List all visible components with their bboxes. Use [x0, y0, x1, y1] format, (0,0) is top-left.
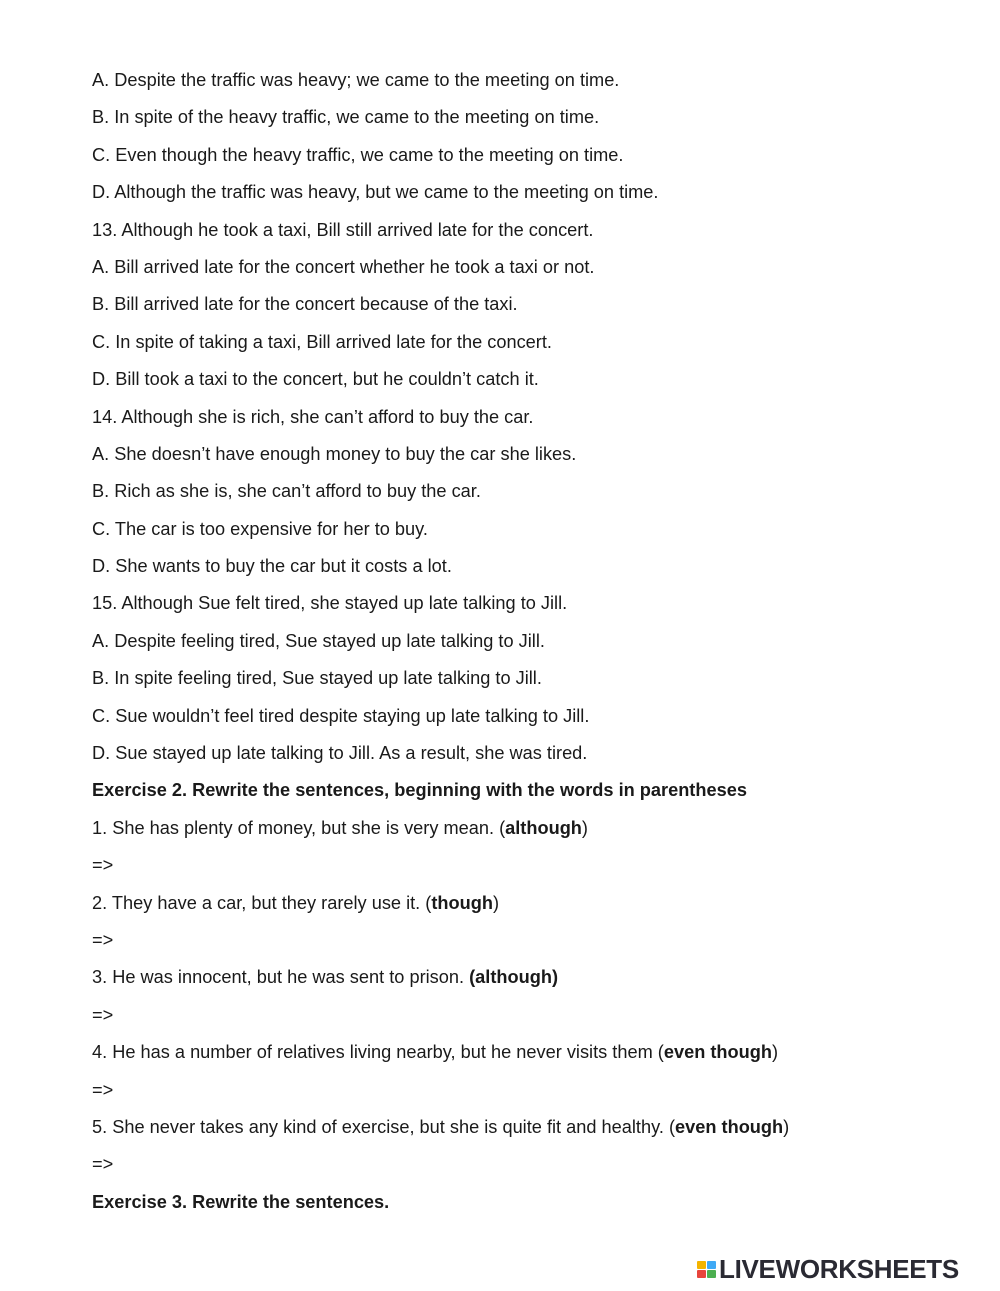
text-line [92, 589, 952, 626]
bold-keyword: though [431, 892, 493, 913]
text-line [92, 103, 952, 140]
line-text: C. In spite of taking a taxi, Bill arrived late for the concert. [92, 331, 552, 352]
text-line [92, 1001, 952, 1038]
line-text: ) [581, 817, 588, 838]
text-line [92, 702, 952, 739]
line-text: 3. He was innocent, but he was sent to prison. [92, 967, 470, 988]
line-text: 14. Although she is rich, she can’t afford to buy the car. [92, 406, 534, 427]
text-line [92, 178, 952, 215]
bold-keyword: even though [663, 1042, 772, 1063]
text-line [92, 664, 952, 701]
line-text: ) [771, 1042, 779, 1063]
text-line [92, 889, 952, 926]
logo-tile-1 [697, 1261, 706, 1269]
text-line [92, 552, 952, 589]
line-text: B. Rich as she is, she can’t afford to buy the car. [92, 481, 481, 502]
text-line [92, 403, 952, 440]
logo-tile-3 [697, 1270, 706, 1278]
line-text: => [92, 855, 114, 876]
line-text: A. Bill arrived late for the concert whether he took a taxi or not. [92, 256, 595, 277]
logo-tile-4 [707, 1270, 716, 1278]
bold-keyword: Exercise 3. Rewrite the sentences. [92, 1191, 390, 1212]
text-line [92, 1188, 952, 1225]
text-line [92, 926, 952, 963]
line-text: 1. She has plenty of money, but she is very mean. ( [92, 817, 506, 838]
line-text: D. She wants to buy the car but it costs a lot. [92, 556, 452, 577]
line-text: => [92, 1004, 114, 1025]
line-text: C. Sue wouldn’t feel tired despite staying up late talking to Jill. [92, 705, 590, 726]
line-text: A. Despite the traffic was heavy; we came to the meeting on time. [92, 70, 620, 90]
text-line [92, 477, 952, 514]
text-line [92, 1150, 952, 1187]
text-line [92, 440, 952, 477]
line-text: C. The car is too expensive for her to buy. [92, 518, 428, 539]
line-text: ) [783, 1116, 790, 1137]
bold-keyword: even though [675, 1116, 784, 1137]
line-text: => [92, 929, 114, 950]
text-line [92, 66, 952, 103]
bold-keyword: Exercise 2. Rewrite the sentences, beginning with the words in parentheses [92, 780, 747, 801]
text-line [92, 328, 952, 365]
text-line [92, 1038, 952, 1075]
text-line [92, 851, 952, 888]
text-line [92, 290, 952, 327]
line-text: ) [492, 892, 500, 913]
text-line [92, 814, 952, 851]
text-line [92, 365, 952, 402]
bold-keyword: (although) [469, 967, 558, 988]
text-line [92, 515, 952, 552]
line-text: D. Bill took a taxi to the concert, but he couldn’t catch it. [92, 369, 539, 390]
line-text: 4. He has a number of relatives living nearby, but he never visits them ( [92, 1042, 664, 1063]
line-text: A. She doesn’t have enough money to buy the car she likes. [92, 443, 577, 464]
text-line [92, 963, 952, 1000]
text-line [92, 141, 952, 178]
bold-keyword: although [505, 817, 582, 838]
text-line [92, 253, 952, 290]
line-text: 15. Although Sue felt tired, she stayed up late talking to Jill. [92, 593, 568, 614]
line-text: => [92, 1079, 114, 1100]
line-text: B. Bill arrived late for the concert because of the taxi. [92, 294, 518, 315]
line-text: 2. They have a car, but they rarely use it. ( [92, 892, 432, 913]
liveworksheets-brand[interactable] [697, 1254, 959, 1284]
line-text: D. Sue stayed up late talking to Jill. As a result, she was tired. [92, 743, 588, 764]
line-text: => [92, 1154, 114, 1175]
text-line [92, 739, 952, 776]
line-text: C. Even though the heavy traffic, we came to the meeting on time. [92, 144, 624, 165]
line-text: B. In spite of the heavy traffic, we came to the meeting on time. [92, 107, 600, 128]
logo-tile-2 [707, 1261, 716, 1269]
liveworksheets-logo-icon [697, 1261, 716, 1278]
text-line [92, 216, 952, 253]
line-text: 13. Although he took a taxi, Bill still arrived late for the concert. [92, 219, 594, 240]
worksheet-page [92, 66, 952, 1225]
text-line [92, 1113, 952, 1150]
brand-name: LIVEWORKSHEETS [719, 1254, 959, 1284]
text-line [92, 776, 952, 813]
line-text: B. In spite feeling tired, Sue stayed up late talking to Jill. [92, 668, 542, 689]
line-text: A. Despite feeling tired, Sue stayed up late talking to Jill. [92, 630, 545, 651]
line-text: D. Although the traffic was heavy, but we came to the meeting on time. [92, 182, 659, 203]
text-line [92, 1076, 952, 1113]
line-text: 5. She never takes any kind of exercise, but she is quite fit and healthy. ( [92, 1116, 676, 1137]
text-line [92, 627, 952, 664]
